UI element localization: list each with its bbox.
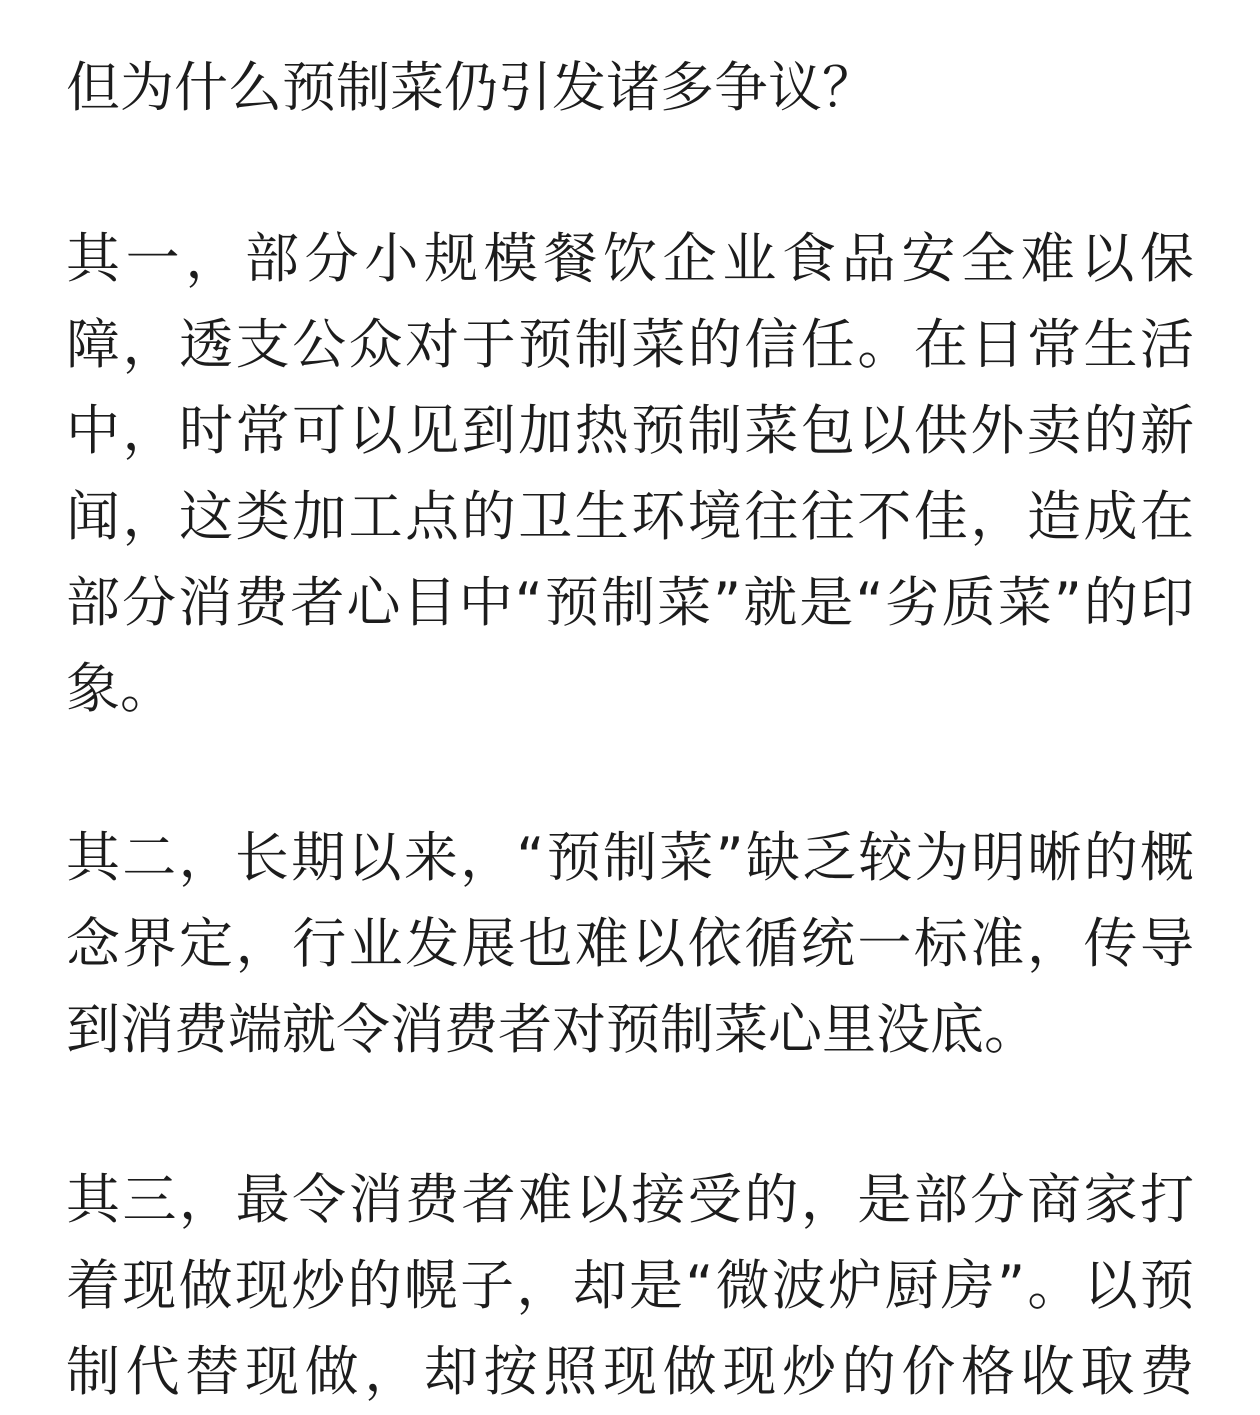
paragraph-line: 念界定，行业发展也难以依循统一标准，传导 — [66, 912, 1194, 975]
paragraph-line: 着现做现炒的幌子，却是“微波炉厨房”。以预 — [66, 1254, 1194, 1317]
paragraph-line: 象。 — [66, 657, 174, 720]
article-heading: 但为什么预制菜仍引发诸多争议？ — [66, 56, 876, 119]
paragraph-line: 障，透支公众对于预制菜的信任。在日常生活 — [66, 313, 1194, 376]
paragraph-line: 部分消费者心目中“预制菜”就是“劣质菜”的印 — [66, 571, 1194, 634]
paragraph-line: 其二，长期以来，“预制菜”缺乏较为明晰的概 — [66, 826, 1194, 889]
paragraph-line: 制代替现做，却按照现做现炒的价格收取费 — [66, 1340, 1194, 1403]
paragraph-line: 到消费端就令消费者对预制菜心里没底。 — [66, 998, 1038, 1061]
paragraph-line: 其一，部分小规模餐饮企业食品安全难以保 — [66, 227, 1194, 290]
paragraph-line: 闻，这类加工点的卫生环境往往不佳，造成在 — [66, 485, 1194, 548]
paragraph-line: 其三，最令消费者难以接受的，是部分商家打 — [66, 1168, 1194, 1231]
paragraph-line: 中，时常可以见到加热预制菜包以供外卖的新 — [66, 399, 1194, 462]
